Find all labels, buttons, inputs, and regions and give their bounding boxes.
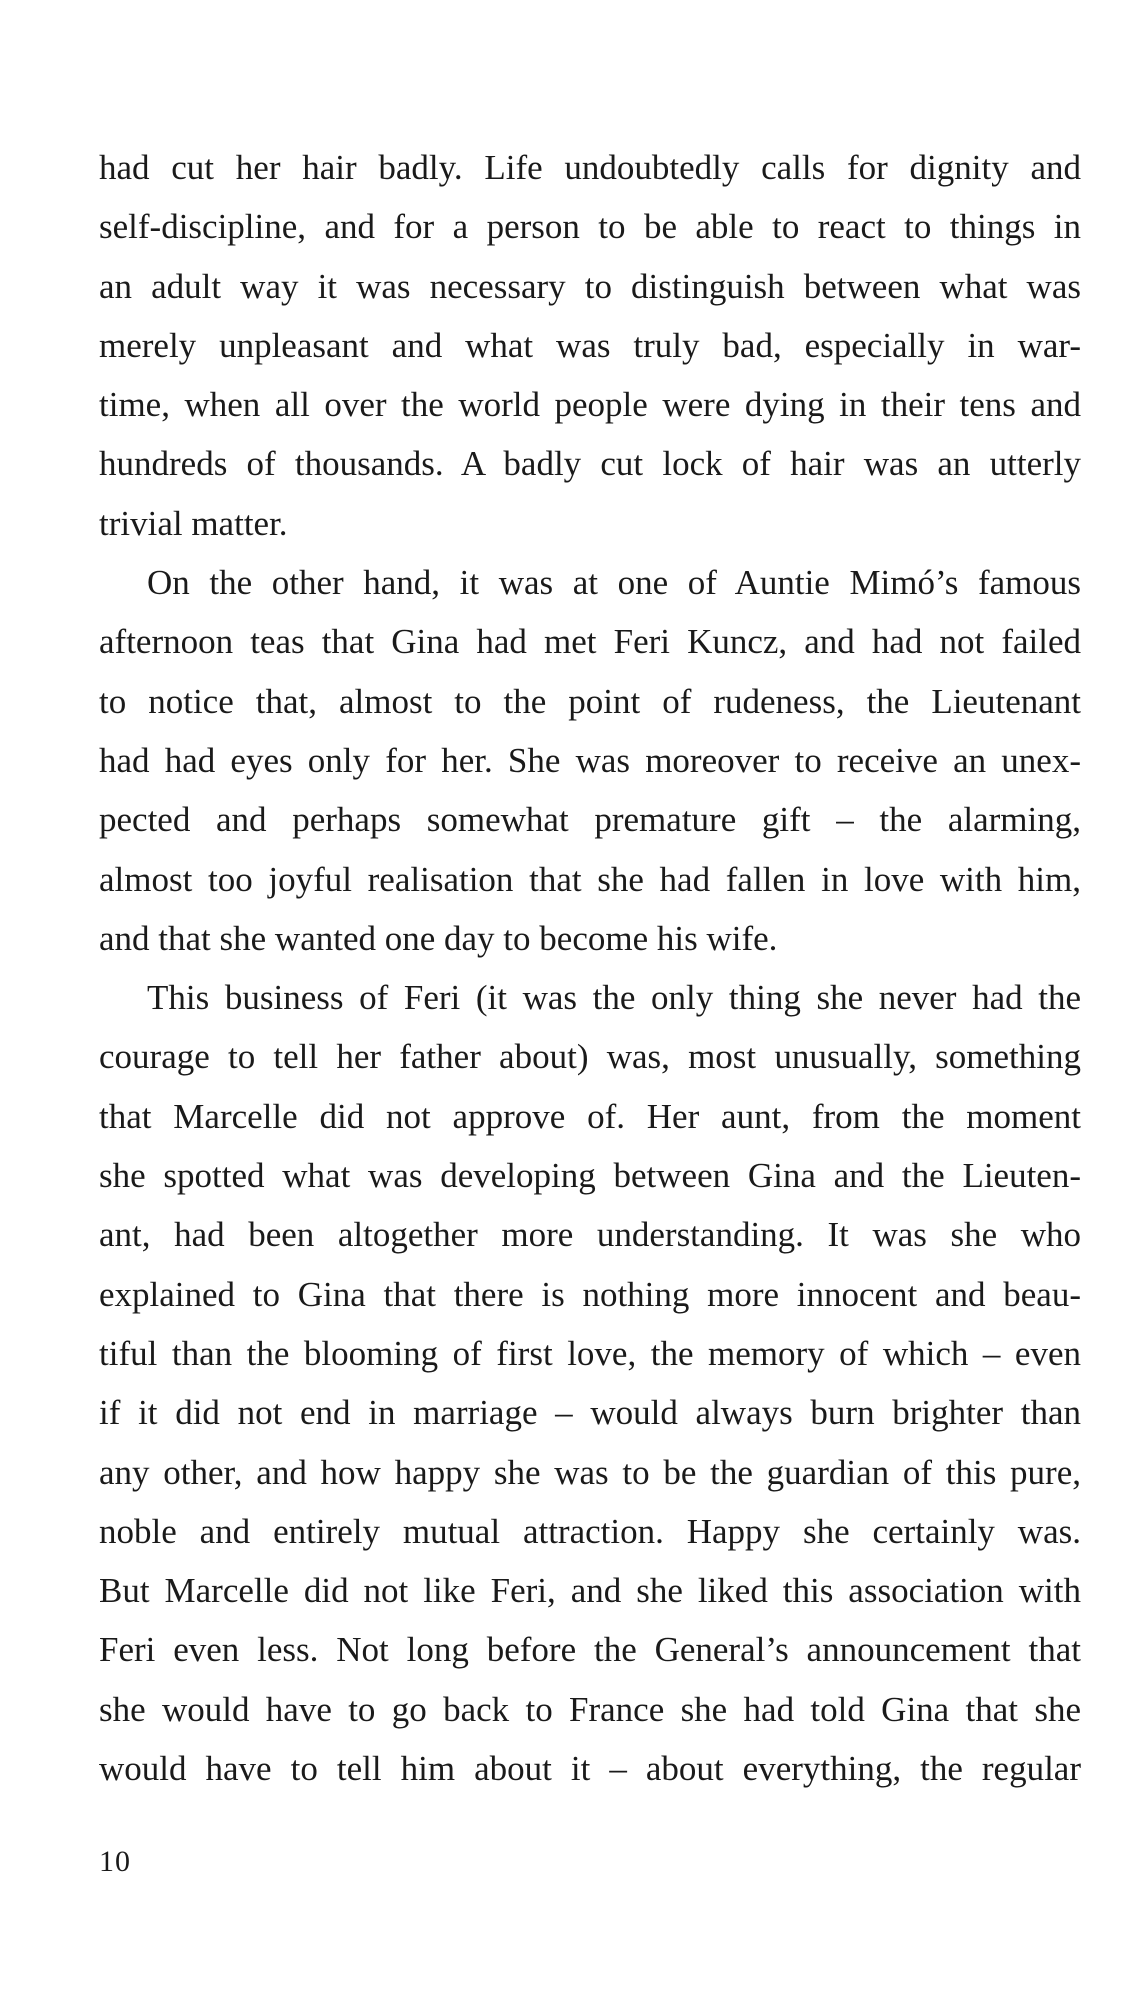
text-line: any other, and how happy she was to be the guardian of this pure, (99, 1452, 1081, 1492)
text-line: if it did not end in marriage – would always burn brighter than (99, 1393, 1081, 1433)
text-line: almost too joyful realisation that she had fallen in love with him, (99, 859, 1081, 899)
text-line: ant, had been altogether more understanding. It was she who (99, 1215, 1081, 1255)
text-line: But Marcelle did not like Feri, and she liked this association with (99, 1571, 1081, 1611)
text-line: tiful than the blooming of first love, the memory of which – even (99, 1333, 1081, 1373)
body-text (99, 138, 1081, 1798)
text-line: afternoon teas that Gina had met Feri Kuncz, and had not failed (99, 622, 1081, 662)
text-line: merely unpleasant and what was truly bad, especially in war- (99, 325, 1081, 365)
text-line: hundreds of thousands. A badly cut lock of hair was an utterly (99, 444, 1081, 484)
page-number: 10 (99, 1845, 131, 1878)
text-line: to notice that, almost to the point of rudeness, the Lieutenant (99, 681, 1081, 721)
text-line: This business of Feri (it was the only thing she never had the (147, 978, 1081, 1018)
text-line: she spotted what was developing between Gina and the Lieuten- (99, 1156, 1081, 1196)
text-line: trivial matter. (99, 503, 288, 543)
text-line: an adult way it was necessary to distinguish between what was (99, 266, 1081, 306)
text-line: and that she wanted one day to become his wife. (99, 918, 778, 958)
text-line: On the other hand, it was at one of Auntie Mimó’s famous (147, 563, 1081, 603)
text-line: Feri even less. Not long before the General’s announcement that (99, 1630, 1081, 1670)
text-line: had had eyes only for her. She was moreover to receive an unex- (99, 740, 1081, 780)
text-line: self-discipline, and for a person to be able to react to things in (99, 207, 1081, 247)
text-line: would have to tell him about it – about everything, the regular (99, 1749, 1081, 1789)
text-line: courage to tell her father about) was, most unusually, something (99, 1037, 1081, 1077)
text-line: she would have to go back to France she had told Gina that she (99, 1689, 1081, 1729)
text-line: explained to Gina that there is nothing more innocent and beau- (99, 1274, 1081, 1314)
text-line: had cut her hair badly. Life undoubtedly calls for dignity and (99, 148, 1081, 187)
text-line: pected and perhaps somewhat premature gift – the alarming, (99, 800, 1081, 840)
text-line: that Marcelle did not approve of. Her aunt, from the moment (99, 1096, 1081, 1136)
text-line: time, when all over the world people were dying in their tens and (99, 385, 1081, 425)
text-line: noble and entirely mutual attraction. Happy she certainly was. (99, 1511, 1081, 1551)
